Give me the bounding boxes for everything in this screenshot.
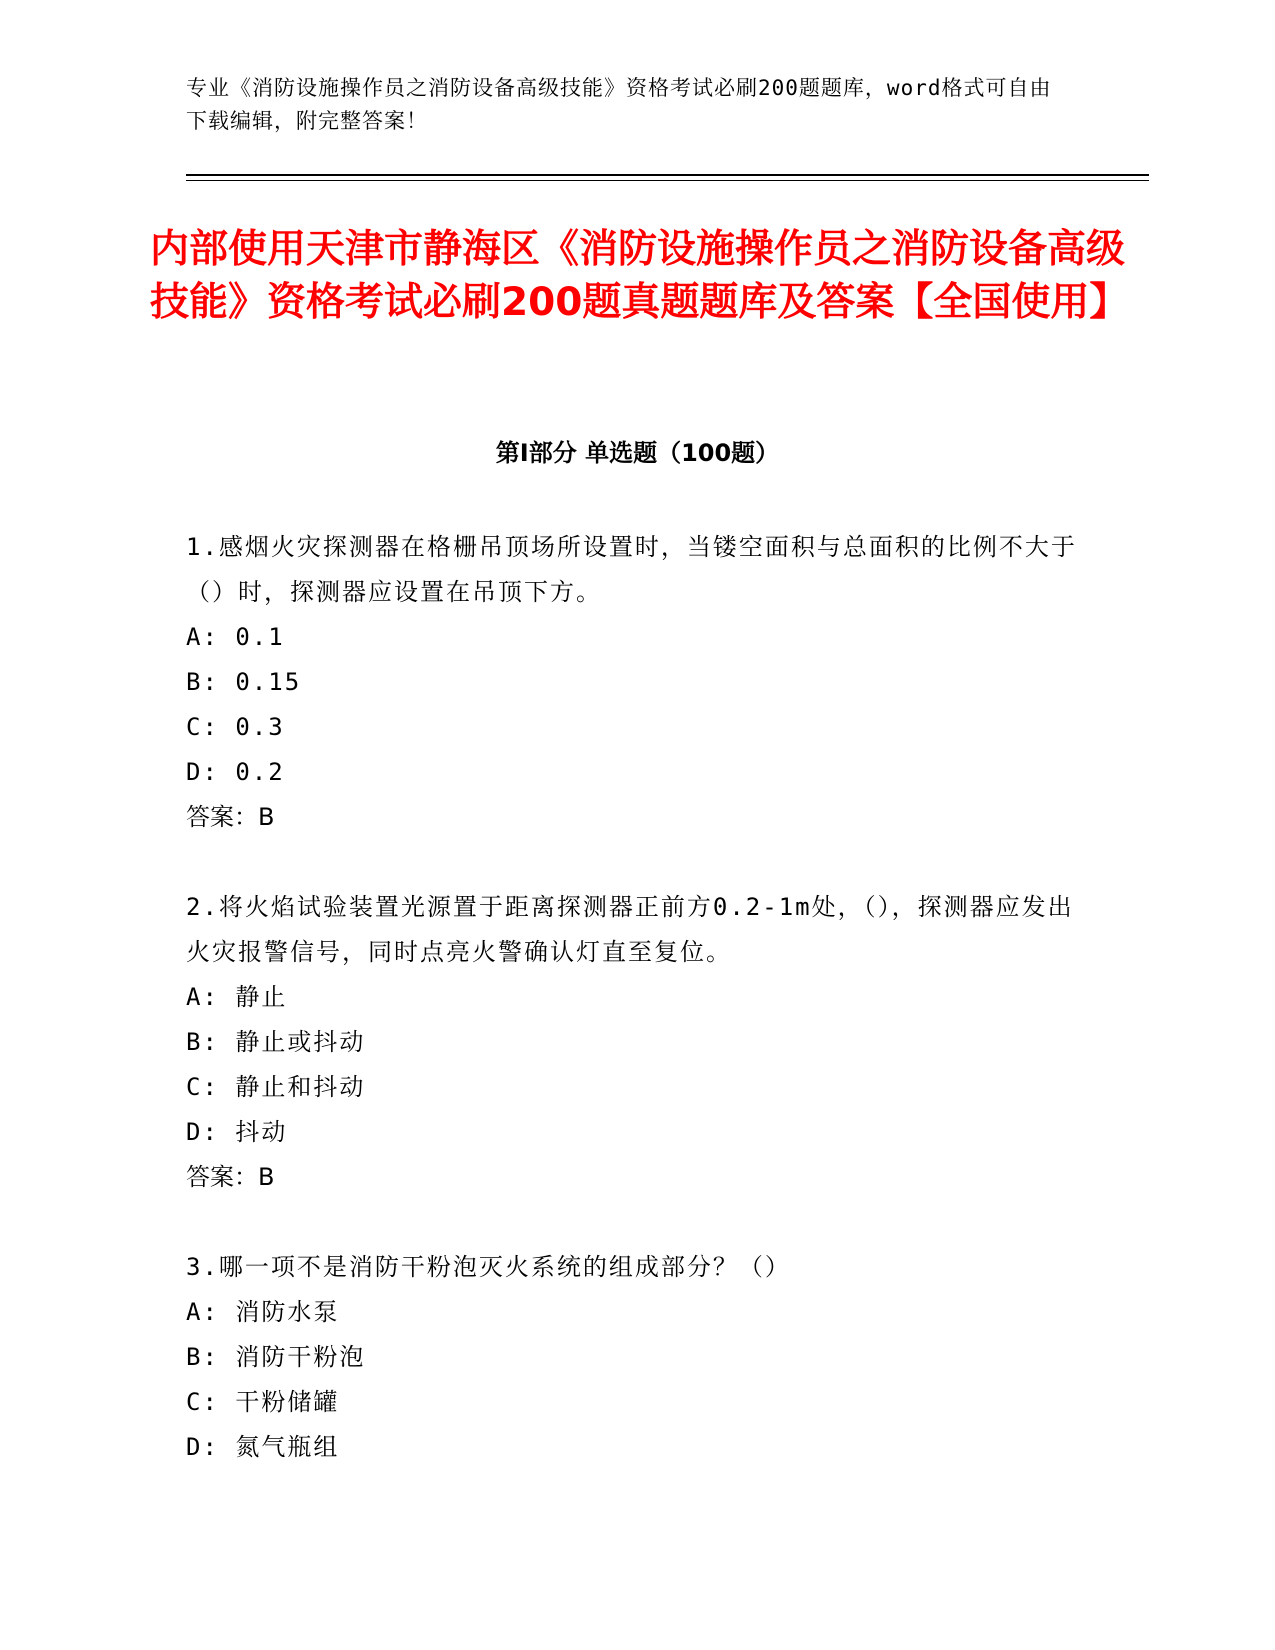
option-d: D: 氮气瓶组 (186, 1433, 340, 1461)
option-d: D: 抖动 (186, 1118, 288, 1146)
question-stem: 1.感烟火灾探测器在格栅吊顶场所设置时，当镂空面积与总面积的比例不大于（）时，探测器应设置在吊顶下方。 (186, 533, 1077, 606)
option-d: D: 0.2 (186, 758, 285, 786)
question-block (186, 885, 1086, 1200)
option-c: C: 干粉储罐 (186, 1388, 340, 1416)
section-title: 第Ⅰ部分 单选题（100题） (495, 439, 780, 467)
question-block (186, 525, 1086, 840)
header-divider-thick (186, 174, 1149, 176)
answer-line: 答案：B (186, 1163, 275, 1191)
option-a: A: 消防水泵 (186, 1298, 340, 1326)
option-b: B: 静止或抖动 (186, 1028, 366, 1056)
option-c: C: 静止和抖动 (186, 1073, 366, 1101)
option-c: C: 0.3 (186, 713, 285, 741)
option-a: A: 0.1 (186, 623, 285, 651)
answer-line: 答案：B (186, 803, 275, 831)
question-block (186, 1245, 1086, 1470)
option-b: B: 0.15 (186, 668, 302, 696)
header-divider-thin (186, 180, 1149, 181)
question-stem: 3.哪一项不是消防干粉泡灭火系统的组成部分？（） (186, 1253, 791, 1281)
question-stem: 2.将火焰试验装置光源置于距离探测器正前方0.2-1m处，（），探测器应发出火灾报警信号，同时点亮火警确认灯直至复位。 (186, 893, 1074, 966)
option-b: B: 消防干粉泡 (186, 1343, 366, 1371)
header-note: 专业《消防设施操作员之消防设备高级技能》资格考试必刷200题题库，word格式可自由下载编辑，附完整答案！ (186, 76, 1052, 133)
document-title: 内部使用天津市静海区《消防设施操作员之消防设备高级技能》资格考试必刷200题真题题库及答案【全国使用】 (150, 227, 1129, 325)
option-a: A: 静止 (186, 983, 288, 1011)
